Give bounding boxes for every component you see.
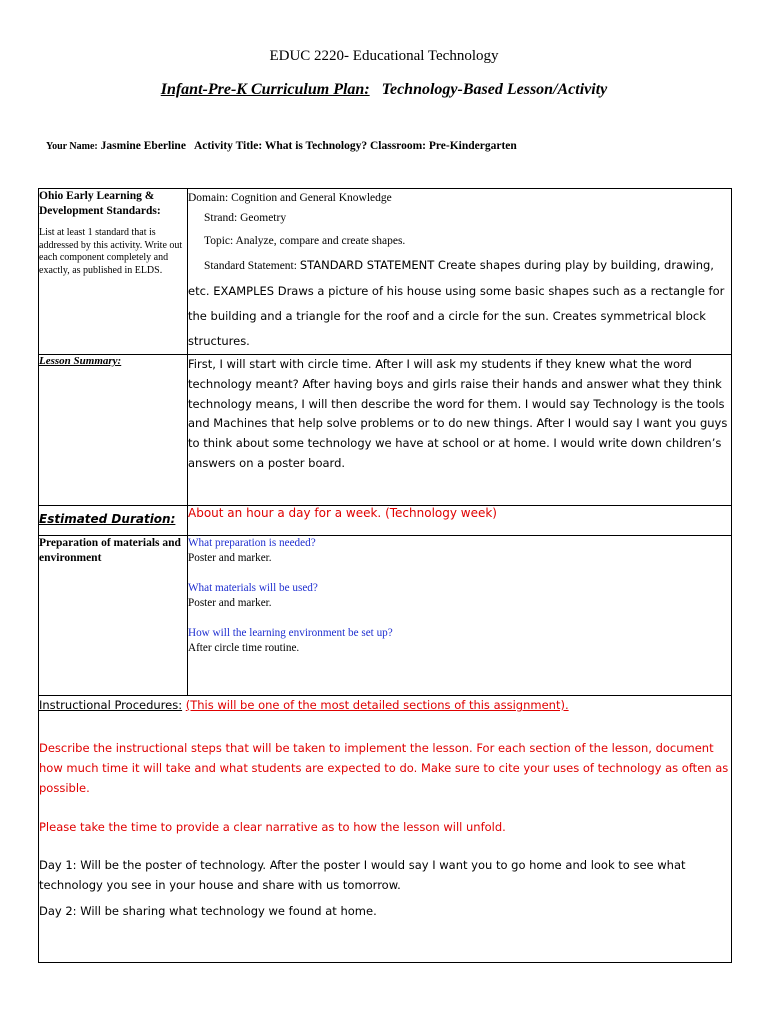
standard-topic: Topic: Analyze, compare and create shapes. [204, 235, 406, 247]
preparation-row [39, 536, 732, 696]
procedures-narrative: Please take the time to provide a clear narrative as to how the lesson will unfold. [39, 820, 506, 834]
classroom-label: Classroom: [369, 140, 426, 152]
standard-domain: Domain: Cognition and General Knowledge [188, 192, 392, 204]
procedures-cell [39, 696, 732, 963]
standard-strand: Strand: Geometry [204, 212, 287, 224]
standards-content-cell [188, 189, 732, 355]
preparation-content-cell [188, 536, 732, 696]
preparation-question-2: What materials will be used? [188, 582, 318, 594]
standard-statement-label: Standard Statement: [204, 260, 297, 272]
summary-row [39, 355, 732, 506]
preparation-answer-3: After circle time routine. [188, 642, 300, 654]
procedures-describe: Describe the instructional steps that will be taken to implement the lesson. For each section of the lesson, document how much time it will take and what students are expected to do. Make sure to cite your uses of technology as often as possible. [39, 741, 729, 795]
course-title: EDUC 2220- Educational Technology [269, 48, 499, 64]
preparation-question-3: How will the learning environment be set up? [188, 627, 393, 639]
procedures-day-1: Day 1: Will be the poster of technology. After the poster I would say I want you to go home and look to see what technology you see in your house and share with us tomorrow. [39, 858, 686, 892]
plan-title-sub: Technology-Based Lesson/Activity [381, 81, 608, 98]
duration-label-cell [39, 506, 188, 536]
standards-label-cell [39, 189, 188, 355]
lesson-plan-table [38, 188, 732, 963]
preparation-label: Preparation of materials and environment [39, 537, 181, 564]
duration-text: About an hour a day for a week. (Technology week) [188, 506, 732, 536]
preparation-label-cell [39, 536, 188, 696]
procedures-day-2: Day 2: Will be sharing what technology we found at home. [39, 904, 377, 918]
procedures-row [39, 696, 732, 963]
standards-instruction: List at least 1 standard that is addressed by this activity. Write out each component completely and exactly, as published in ELDS. [39, 227, 183, 276]
procedures-note: (This will be one of the most detailed sections of this assignment). [185, 698, 569, 712]
info-line [46, 140, 517, 152]
activity-title: What is Technology? [264, 140, 368, 152]
standards-row [39, 189, 732, 355]
plan-title-main: Infant-Pre-K Curriculum Plan: [160, 81, 370, 98]
summary-label-cell [39, 355, 188, 506]
summary-text: First, I will start with circle time. After I will ask my students if they knew what the word technology meant? After having boys and girls raise their hands and answer what they think technology means, I will then describe the word for them. I would say Technology is the tools and Machines that help solve problems or to do new things. After I would say I want you guys to think about some technology we have at school or at home. I would write down children’s answers on a poster board. [188, 355, 732, 506]
procedures-label: Instructional Procedures: [39, 698, 183, 712]
preparation-answer-1: Poster and marker. [188, 552, 272, 564]
standards-label: Ohio Early Learning & Development Standards: [39, 190, 161, 217]
name-label: Your Name: [46, 141, 98, 152]
summary-label: Lesson Summary: [39, 355, 122, 367]
classroom-value: Pre-Kindergarten [428, 140, 517, 152]
standard-statement [188, 253, 731, 279]
plan-title [0, 81, 768, 99]
duration-label: Estimated Duration: [39, 512, 176, 526]
activity-label: Activity Title: [193, 140, 263, 152]
standard-statement-text: STANDARD STATEMENT Create shapes during play by building, drawing, [299, 258, 714, 272]
duration-row [39, 506, 732, 536]
preparation-question-1: What preparation is needed? [188, 537, 316, 549]
procedures-heading [39, 696, 731, 714]
preparation-answer-2: Poster and marker. [188, 597, 272, 609]
standard-statement-continued: etc. EXAMPLES Draws a picture of his house using some basic shapes such as a rectangle for the building and a triangle for the roof and a circle for the sun. Creates symmetrical block structures. [188, 284, 725, 348]
student-name: Jasmine Eberline [100, 140, 186, 152]
